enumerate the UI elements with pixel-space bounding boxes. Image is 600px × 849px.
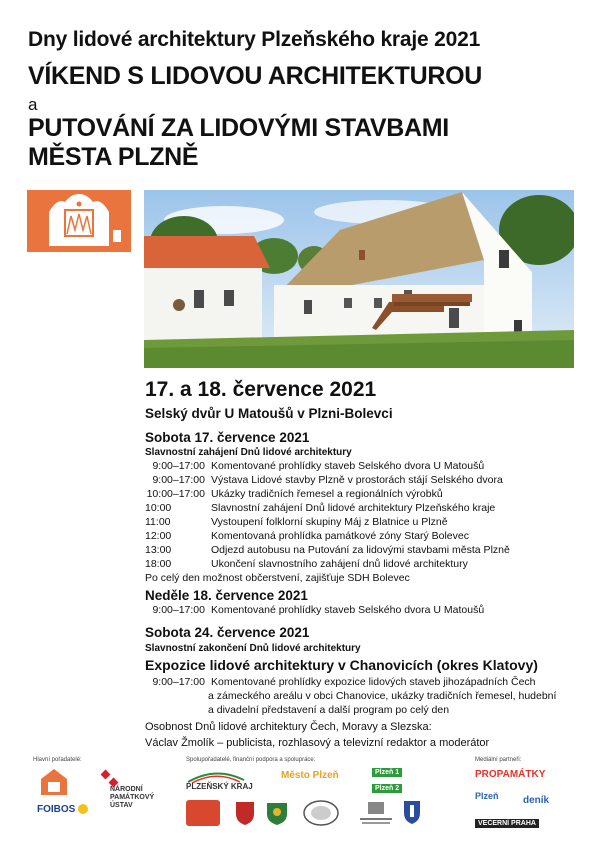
schedule-row xyxy=(145,516,448,530)
mesto-logo: Město Plzeň xyxy=(281,770,339,781)
event-place: Selský dvůr U Matoušů v Plzni-Bolevci xyxy=(145,406,393,421)
museum-logo xyxy=(186,800,220,826)
schedule-text: Ukončení slavnostního zahájení dnů lidové architektury xyxy=(211,558,468,570)
schedule-time: 9:00–17:00 xyxy=(152,604,205,616)
schedule-time: 12:00 xyxy=(145,530,172,542)
sunday-heading: Neděle 18. července 2021 xyxy=(145,588,308,603)
refreshment-note: Po celý den možnost občerstvení, zajišťuje SDH Bolevec xyxy=(145,572,410,584)
schedule-row xyxy=(145,604,484,618)
schedule-time: 9:00–17:00 xyxy=(152,474,205,486)
personality-name: Václav Žmolík – publicista, rozhlasový a televizní redaktor a moderátor xyxy=(145,737,490,749)
journey-title-line2: MĚSTA PLZNĚ xyxy=(28,143,199,171)
npu-logo-text: NÁRODNÍ PAMÁTKOVÝ ÚSTAV xyxy=(110,786,155,809)
village-emblem-icon xyxy=(264,800,290,826)
main-organizers-label: Hlavní pořadatelé: xyxy=(33,757,82,763)
schedule-row xyxy=(145,558,468,572)
schedule-text: Komentované prohlídky expozice lidových staveb jihozápadních Čech xyxy=(211,676,536,688)
chanovice-emblem-icon xyxy=(402,799,422,825)
saturday-heading: Sobota 17. července 2021 xyxy=(145,430,310,445)
obvod1-logo: Plzeň 1 xyxy=(372,768,402,777)
schedule-row xyxy=(145,530,469,544)
schedule-time: 13:00 xyxy=(145,544,172,556)
partners-label: Spolupořadatelé, finanční podpora a spolupráce: xyxy=(186,757,316,763)
schedule-text: Výstava Lidové stavby Plzně v prostorách stájí Selského dvora xyxy=(211,474,503,486)
schedule-row xyxy=(145,676,536,690)
association-seal-icon xyxy=(302,799,340,827)
schedule-row xyxy=(145,460,484,474)
media-partners-label: Mediální partneři: xyxy=(475,757,522,763)
denik-logo: deník xyxy=(523,795,550,806)
schedule-row xyxy=(145,474,503,488)
expo-description-line: a zámeckého areálu v obci Chanovice, ukázky tradičních řemesel, hudební xyxy=(208,690,557,702)
schedule-text: Odjezd autobusu na Putování za lidovými stavbami města Plzně xyxy=(211,544,510,556)
closing-subheading: Slavnostní zakončení Dnů lidové architektury xyxy=(145,643,361,654)
folk-architecture-logo xyxy=(27,190,131,252)
closing-saturday-heading: Sobota 24. července 2021 xyxy=(145,625,310,640)
schedule-text: Ukázky tradičních řemesel a regionálních výrobků xyxy=(211,488,443,500)
weekend-title: VÍKEND S LIDOVOU ARCHITEKTUROU xyxy=(28,62,482,90)
schedule-time: 11:00 xyxy=(145,516,171,528)
schedule-text: Vystoupení folklorní skupiny Máj z Blatnice u Plzně xyxy=(211,516,448,528)
schedule-row xyxy=(145,488,443,502)
rozhlas-logo: Plzeň xyxy=(475,791,499,801)
schedule-text: Slavnostní zahájení Dnů lidové architektury Plzeňského kraje xyxy=(211,502,496,514)
schedule-row xyxy=(145,544,510,558)
expo-title: Expozice lidové architektury v Chanovicích (okres Klatovy) xyxy=(145,657,538,673)
schedule-time: 9:00–17:00 xyxy=(152,676,205,688)
journey-title-line1: PUTOVÁNÍ ZA LIDOVÝMI STAVBAMI xyxy=(28,114,449,142)
vecerni-praha-logo: VEČERNÍ PRAHA xyxy=(475,819,539,828)
schedule-time: 10:00–17:00 xyxy=(146,488,205,500)
personality-line: Osobnost Dnů lidové architektury Čech, Moravy a Slezska: xyxy=(145,721,432,733)
schedule-time: 18:00 xyxy=(145,558,172,570)
coat-of-arms-icon xyxy=(234,800,256,826)
schedule-text: Komentovaná prohlídka památkové zóny Starý Bolevec xyxy=(211,530,469,542)
farmstead-photo xyxy=(144,190,574,368)
klatovy-museum-logo xyxy=(356,800,396,826)
expo-description-line: a divadelní představení a další program po celý den xyxy=(208,704,450,716)
schedule-text: Komentované prohlídky staveb Selského dvora U Matoušů xyxy=(211,460,485,472)
propamatky-logo: PROPAMÁTKY xyxy=(475,769,546,780)
schedule-time: 10:00 xyxy=(145,502,172,514)
foibos-logo: FOIBOS xyxy=(37,804,76,815)
centrum-logo xyxy=(37,767,71,797)
schedule-text: Komentované prohlídky staveb Selského dvora U Matoušů xyxy=(211,604,485,616)
schedule-time: 9:00–17:00 xyxy=(152,460,205,472)
title-connector: a xyxy=(28,95,38,114)
festival-title: Dny lidové architektury Plzeňského kraje 2021 xyxy=(28,28,481,51)
schedule-row xyxy=(145,502,495,516)
saturday-subheading: Slavnostní zahájení Dnů lidové architektury xyxy=(145,447,352,458)
obvod2-logo: Plzeň 2 xyxy=(372,784,402,793)
event-date: 17. a 18. července 2021 xyxy=(145,378,377,401)
foibos-sun-icon xyxy=(76,802,90,816)
kraj-logo-text: PLZEŇSKÝ KRAJ xyxy=(186,782,253,791)
